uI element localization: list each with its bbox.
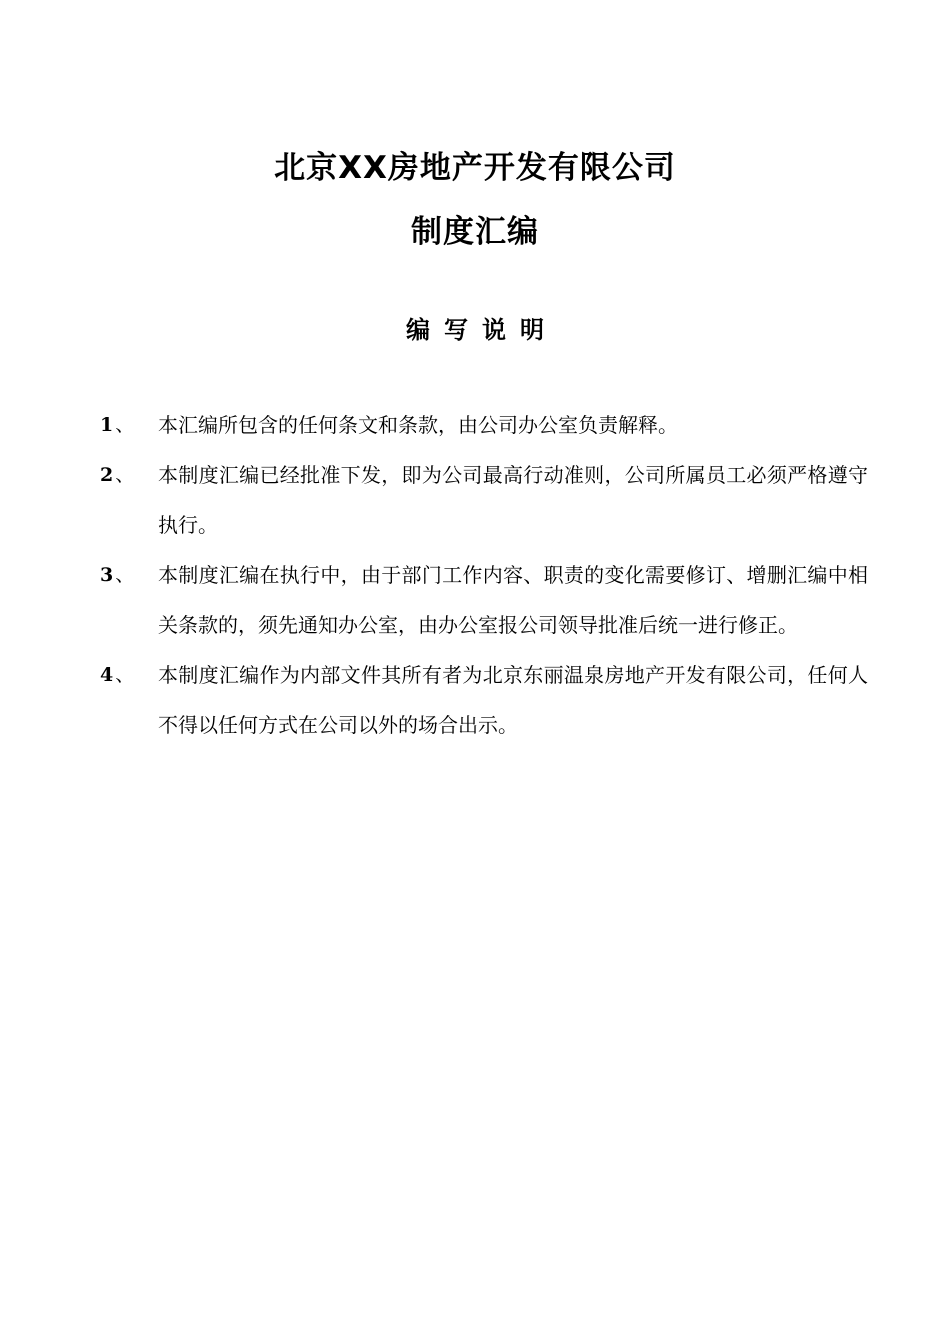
note-text: 本制度汇编在执行中，由于部门工作内容、职责的变化需要修订、增删汇编中相关条款的，须先通知办公室，由办公室报公司领导批准后统一进行修正。 — [158, 563, 868, 637]
document-subtitle: 制度汇编 — [411, 214, 539, 250]
note-number: 3 、 — [100, 564, 135, 586]
section-heading: 编写说明 — [406, 316, 558, 344]
note-number: 1 、 — [100, 414, 135, 436]
note-text: 本制度汇编作为内部文件其所有者为北京东丽温泉房地产开发有限公司，任何人不得以任何方式在公司以外的场合出示。 — [158, 663, 868, 737]
note-text: 本汇编所包含的任何条文和条款，由公司办公室负责解释。 — [158, 413, 678, 437]
note-number: 4 、 — [100, 664, 135, 686]
note-item — [0, 450, 950, 550]
note-number: 2 、 — [100, 464, 135, 486]
note-item — [0, 650, 950, 750]
document-title: 北京XX房地产开发有限公司 — [274, 150, 676, 186]
note-item — [0, 550, 950, 650]
notes-list — [0, 400, 950, 750]
note-text: 本制度汇编已经批准下发，即为公司最高行动准则，公司所属员工必须严格遵守执行。 — [158, 463, 868, 537]
note-item — [0, 400, 950, 450]
